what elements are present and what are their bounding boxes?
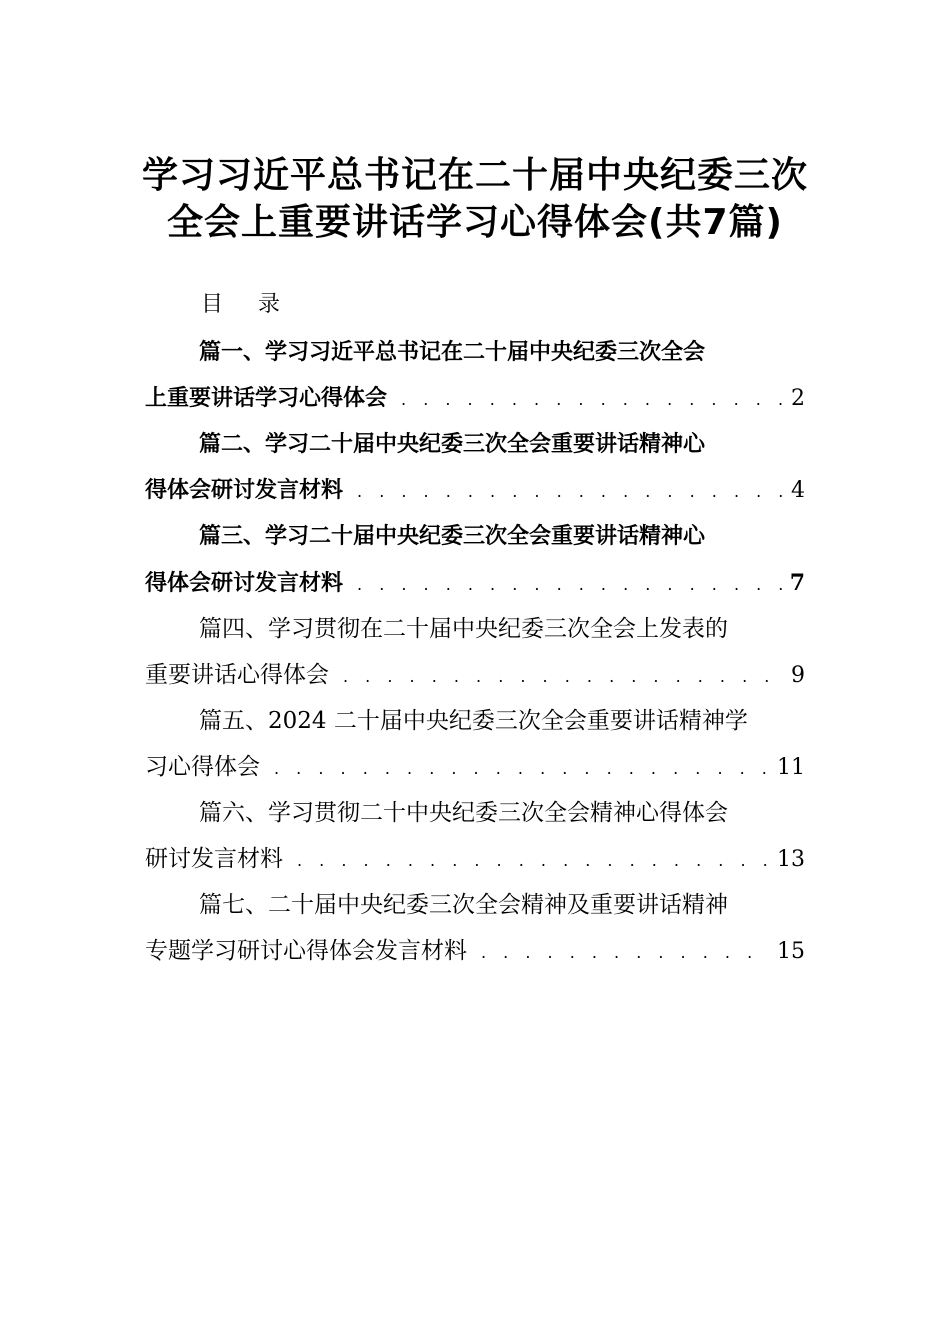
toc-entry-page-number: 9 (791, 663, 805, 688)
toc-leader-dots (401, 377, 783, 423)
toc-heading: 目 录 (201, 292, 294, 317)
toc-entry-title-line-1: 篇五、2024 二十届中央纪委三次全会重要讲话精神学 (199, 708, 748, 734)
toc-entry-page-number: 7 (789, 570, 805, 596)
toc-entry-7[interactable] (145, 882, 805, 974)
document-title (100, 152, 850, 246)
toc-entry-page-number: 11 (777, 755, 805, 780)
toc-leader-dots (274, 746, 769, 792)
toc-entry-title-line-2: 专题学习研讨心得体会发言材料 (145, 938, 467, 964)
toc-leader-dots (357, 562, 782, 608)
toc-entry-title-line-2: 重要讲话心得体会 (145, 662, 329, 688)
toc-entry-title-line-2: 得体会研讨发言材料 (145, 478, 344, 503)
toc-entry-2[interactable] (145, 422, 805, 514)
toc-entry-title-line-1: 篇六、学习贯彻二十中央纪委三次全会精神心得体会 (199, 800, 728, 826)
toc-entry-title-line-2: 习心得体会 (145, 754, 260, 780)
toc-entry-6[interactable] (145, 790, 805, 882)
toc-entry-1[interactable] (145, 330, 805, 422)
toc-entry-3[interactable] (145, 514, 805, 606)
toc-entry-title-line-1: 篇四、学习贯彻在二十届中央纪委三次全会上发表的 (199, 616, 728, 642)
toc-entry-title-line-2: 得体会研讨发言材料 (145, 571, 344, 596)
toc-entry-title-line-1: 篇二、学习二十届中央纪委三次全会重要讲话精神心 (199, 432, 706, 457)
toc-entry-4[interactable] (145, 606, 805, 698)
toc-entry-page-number: 4 (791, 478, 805, 503)
toc-entry-title-line-1: 篇七、二十届中央纪委三次全会精神及重要讲话精神 (199, 892, 728, 918)
toc-entry-title-line-2: 研讨发言材料 (145, 846, 283, 872)
toc-entry-page-number: 2 (791, 386, 805, 411)
document-title-line-1: 学习习近平总书记在二十届中央纪委三次 (141, 155, 808, 196)
toc-leader-dots (343, 654, 783, 700)
table-of-contents (145, 330, 805, 974)
document-title-line-2: 全会上重要讲话学习心得体会(共7篇) (167, 202, 783, 243)
toc-entry-5[interactable] (145, 698, 805, 790)
toc-leader-dots (357, 469, 783, 515)
toc-entry-page-number: 13 (777, 847, 805, 872)
toc-entry-page-number: 15 (777, 939, 805, 964)
toc-entry-title-line-1: 篇三、学习二十届中央纪委三次全会重要讲话精神心 (199, 524, 706, 549)
toc-leader-dots (481, 930, 769, 976)
toc-entry-title-line-1: 篇一、学习习近平总书记在二十届中央纪委三次全会 (199, 340, 706, 365)
toc-leader-dots (297, 838, 769, 884)
toc-entry-title-line-2: 上重要讲话学习心得体会 (145, 386, 388, 411)
